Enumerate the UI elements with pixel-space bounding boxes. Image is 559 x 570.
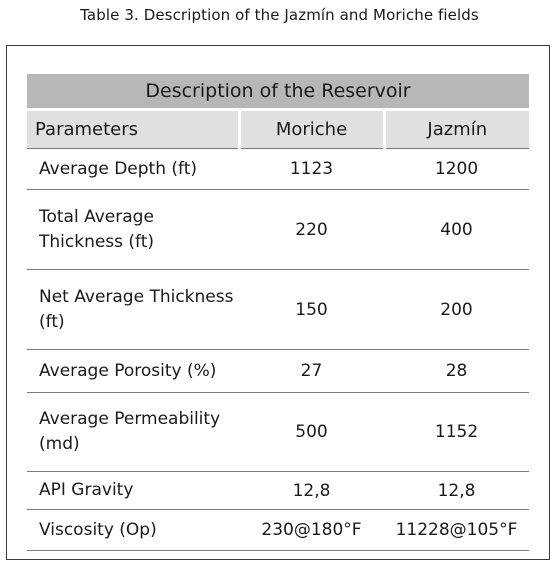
- reservoir-table: [27, 74, 529, 551]
- moriche-value: 1123: [239, 149, 384, 190]
- jazmin-value: 1200: [384, 149, 529, 190]
- jazmin-value: 400: [384, 190, 529, 270]
- table-header-row: [27, 110, 529, 149]
- table-title: Description of the Reservoir: [27, 74, 529, 110]
- row-label: Average Porosity (%): [27, 350, 239, 393]
- table-caption: Table 3. Description of the Jazmín and Moriche fields: [80, 6, 479, 24]
- table-row: [27, 270, 529, 350]
- moriche-value: 150: [239, 270, 384, 350]
- table-row: [27, 510, 529, 551]
- moriche-value: 500: [239, 393, 384, 472]
- row-label: Net Average Thickness (ft): [27, 270, 239, 350]
- table-frame: [6, 45, 550, 560]
- row-label: Viscosity (Op): [27, 510, 239, 551]
- moriche-value: 230@180°F: [239, 510, 384, 551]
- jazmin-value: 12,8: [384, 472, 529, 510]
- table-row: [27, 350, 529, 393]
- moriche-value: 27: [239, 350, 384, 393]
- jazmin-value: 200: [384, 270, 529, 350]
- table-row: [27, 393, 529, 472]
- jazmin-value: 1152: [384, 393, 529, 472]
- moriche-value: 12,8: [239, 472, 384, 510]
- table-title-row: [27, 74, 529, 110]
- table-row: [27, 472, 529, 510]
- table-row: [27, 190, 529, 270]
- header-jazmin: Jazmín: [384, 110, 529, 149]
- jazmin-value: 11228@105°F: [384, 510, 529, 551]
- table-row: [27, 149, 529, 190]
- row-label: Total Average Thickness (ft): [27, 190, 239, 270]
- row-label: Average Depth (ft): [27, 149, 239, 190]
- jazmin-value: 28: [384, 350, 529, 393]
- moriche-value: 220: [239, 190, 384, 270]
- row-label: API Gravity: [27, 472, 239, 510]
- header-parameters: Parameters: [27, 110, 239, 149]
- header-moriche: Moriche: [239, 110, 384, 149]
- row-label: Average Permeability (md): [27, 393, 239, 472]
